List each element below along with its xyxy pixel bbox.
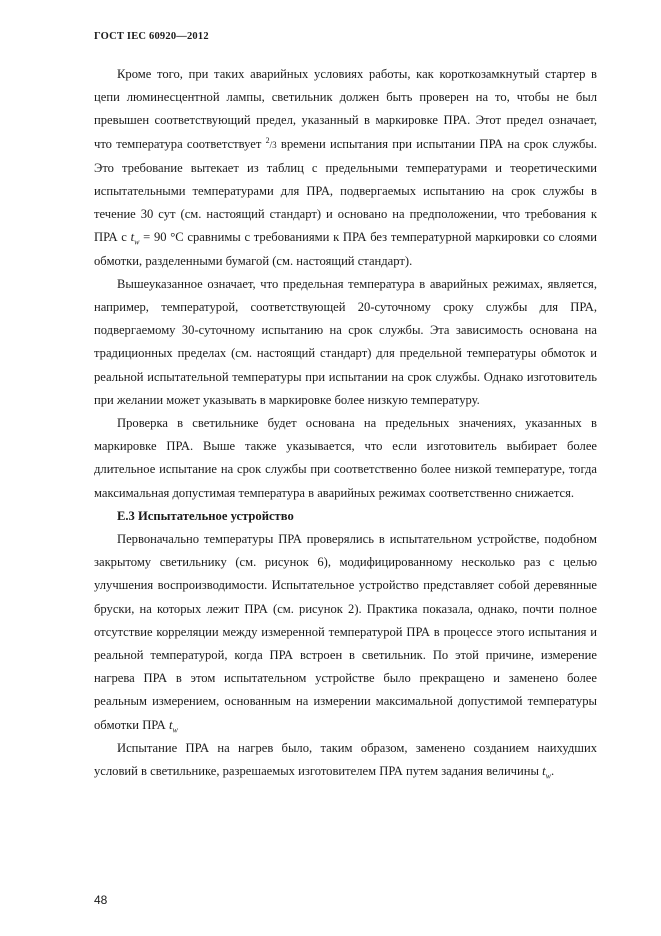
body-text <box>94 63 597 783</box>
symbol-t: t <box>168 717 173 732</box>
paragraph-5 <box>94 737 597 783</box>
paragraph-4 <box>94 528 597 737</box>
page-number: 48 <box>94 893 108 907</box>
symbol-w-subscript: w <box>172 725 178 735</box>
fraction-denominator: /3 <box>269 139 277 150</box>
symbol-t: t <box>542 764 546 779</box>
symbol-w-subscript: w <box>545 771 551 781</box>
document-header: ГОСТ IEC 60920—2012 <box>94 31 209 42</box>
paragraph-5-text: Испытание ПРА на нагрев было, таким образом, заменено созданием наихудших условий в светильнике, разрешаемых изготовителем ПРА путем задания величины <box>94 740 597 779</box>
symbol-t: t <box>130 230 135 245</box>
symbol-w-subscript: w <box>134 237 140 247</box>
paragraph-1-part-c: = 90 °С сравнимы с требованиями к ПРА без температурной маркировки со слоями обмотки, разделенными бумагой (см. настоящий стандарт). <box>94 230 597 268</box>
fraction-numerator: 2 <box>265 135 270 145</box>
paragraph-2: Вышеуказанное означает, что предельная температура в аварийных режимах, является, например, температурой, соответствующей 20-суточному сроку службы для ПРА, подвергаемому 30-суточному испытанию на срок службы. Эта зависимость основана на традиционных пределах (см. настоящий стандарт) для предельной температуры обмоток и реальной испытательной температуры при испытании на срок службы. Однако изготовитель при желании может указывать в маркировке более низкую температуру. <box>94 276 597 407</box>
paragraph-1-part-b: времени испытания при испытании ПРА на срок службы. Это требование вытекает из таблиц с предельными температурами и теоретическими испытательными температурами для ПРА, подвергаемых испытанию на срок службы в течение 30 сут (см. настоящий стандарт) и основано на предположении, что требования к ПРА с <box>94 136 597 245</box>
section-heading: Е.3 Испытательное устройство <box>117 508 294 523</box>
paragraph-5-end: . <box>550 764 555 779</box>
paragraph-1 <box>94 63 597 273</box>
paragraph-4-text: Первоначально температуры ПРА проверялись в испытательном устройстве, подобном закрытому светильнику (см. рисунок 6), модифицированному несколько раз с целью улучшения воспроизводимости. Испытательное устройство представляет собой деревянные бруски, на которых лежит ПРА (см. рисунок 2). Практика показала, однако, почти полное отсутствие корреляции между измеренной температурой ПРА в процессе этого испытания и реальной температурой, когда ПРА встроен в светильник. По этой причине, измерение нагрева ПРА в этом испытательном устройстве было прекращено и заменено более реальным измерением, основанным на измерении максимальной допустимой температуры обмотки ПРА <box>94 532 597 732</box>
paragraph-1-part-a: Кроме того, при таких аварийных условиях работы, как короткозамкнутый стартер в цепи люминесцентной лампы, светильник должен быть проверен на то, чтобы не был превышен соответствующий предел, указанный в маркировке ПРА. Этот предел означает, что температура соответствует <box>94 67 597 151</box>
paragraph-3: Проверка в светильнике будет основана на предельных значениях, указанных в маркировке ПРА. Выше также указывается, что если изготовитель выбирает более длительное испытание на срок службы при соответственно более низкой температуре, тогда максимальная допустимая температура в аварийных режимах соответственно снижается. <box>94 416 597 500</box>
